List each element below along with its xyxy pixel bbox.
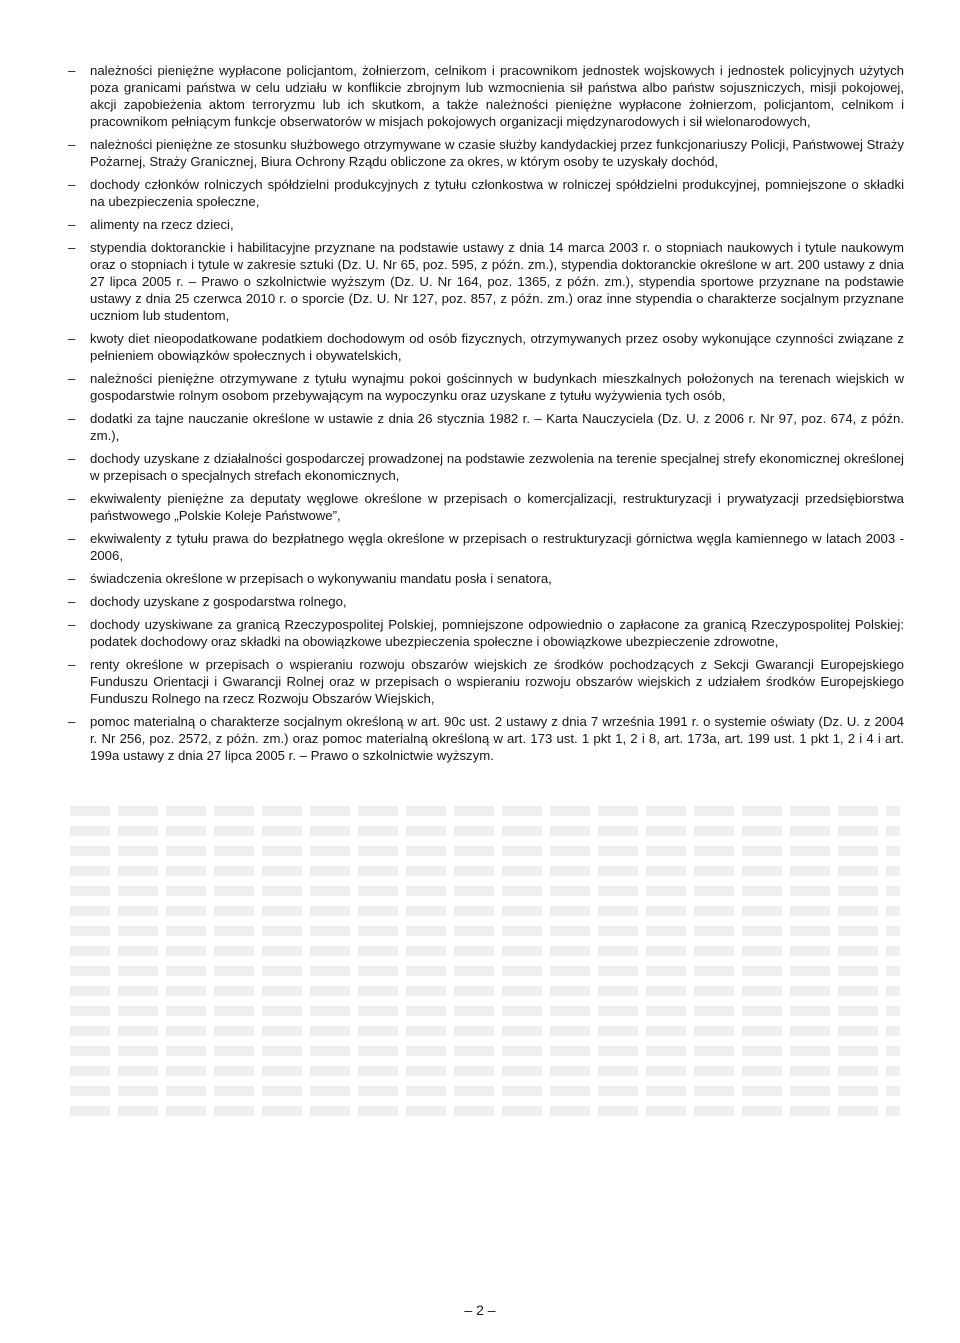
list-item-text: dodatki za tajne nauczanie określone w ustawie z dnia 26 stycznia 1982 r. – Karta Nauczyciela (Dz. U. z 2006 r. Nr 97, poz. 674, z późn. zm.), <box>90 411 904 443</box>
bleed-through-line <box>70 1026 900 1036</box>
list-item-text: ekwiwalenty pieniężne za deputaty węglowe określone w przepisach o komercjalizacji, restrukturyzacji i prywatyzacji przedsiębiorstwa państwowego „Polskie Koleje Państwowe”, <box>90 491 904 523</box>
list-dash: – <box>68 137 76 152</box>
list-dash: – <box>68 714 76 729</box>
list-dash: – <box>68 657 76 672</box>
list-dash: – <box>68 491 76 506</box>
list-item <box>68 330 904 364</box>
list-item <box>68 616 904 650</box>
list-dash: – <box>68 177 76 192</box>
bleed-through-line <box>70 906 900 916</box>
list-item-text: dochody uzyskane z gospodarstwa rolnego, <box>90 594 347 609</box>
list-item <box>68 176 904 210</box>
list-item-text: dochody uzyskiwane za granicą Rzeczypospolitej Polskiej, pomniejszone odpowiednio o zapłacone za granicą Rzeczypospolitej Polskiej: podatek dochodowy oraz składki na obowiązkowe ubezpieczenia społeczne i obowiązkowe ubezpieczenie zdrowotne, <box>90 617 904 649</box>
bleed-through-line <box>70 806 900 816</box>
list-item <box>68 136 904 170</box>
list-dash: – <box>68 594 76 609</box>
list-item-text: dochody członków rolniczych spółdzielni produkcyjnych z tytułu członkostwa w rolniczej spółdzielni produkcyjnej, pomniejszone o składki na ubezpieczenia społeczne, <box>90 177 904 209</box>
bleed-through-line <box>70 886 900 896</box>
list-dash: – <box>68 411 76 426</box>
bleed-through-line <box>70 846 900 856</box>
list-item <box>68 593 904 610</box>
list-item <box>68 410 904 444</box>
bleed-through-line <box>70 826 900 836</box>
bleed-through-line <box>70 866 900 876</box>
bleed-through-line <box>70 1106 900 1116</box>
list-item-text: dochody uzyskane z działalności gospodarczej prowadzonej na podstawie zezwolenia na terenie specjalnej strefy ekonomicznej określonej w przepisach o specjalnych strefach ekonomicznych, <box>90 451 904 483</box>
list-dash: – <box>68 240 76 255</box>
list-item-text: stypendia doktoranckie i habilitacyjne przyznane na podstawie ustawy z dnia 14 marca 2003 r. o stopniach naukowych i tytule naukowym oraz o stopniach i tytule w zakresie sztuki (Dz. U. Nr 65, poz. 595, z późn. zm.), stypendia doktoranckie określone w art. 200 ustawy z dnia 27 lipca 2005 r. – Prawo o szkolnictwie wyższym (Dz. U. Nr 164, poz. 1365, z późn. zm.), stypendia sportowe przyznane na podstawie ustawy z dnia 25 czerwca 2010 r. o sporcie (Dz. U. Nr 127, poz. 857, z późn. zm.) oraz inne stypendia o charakterze socjalnym przyznane uczniom lub studentom, <box>90 240 904 323</box>
list-item <box>68 216 904 233</box>
bleed-through-line <box>70 926 900 936</box>
bleed-through-line <box>70 1086 900 1096</box>
list-item-text: renty określone w przepisach o wspieraniu rozwoju obszarów wiejskich ze środków pochodzących z Sekcji Gwarancji Europejskiego Funduszu Orientacji i Gwarancji Rolnej oraz w przepisach o wspieraniu rozwoju obszarów wiejskich z udziałem środków Europejskiego Funduszu Rolnego na rzecz Rozwoju Obszarów Wiejskich, <box>90 657 904 706</box>
list-item <box>68 656 904 707</box>
income-items-list <box>68 62 904 770</box>
list-dash: – <box>68 451 76 466</box>
list-dash: – <box>68 617 76 632</box>
list-dash: – <box>68 371 76 386</box>
list-item <box>68 62 904 130</box>
list-item <box>68 450 904 484</box>
bleed-through-line <box>70 1066 900 1076</box>
list-dash: – <box>68 217 76 232</box>
list-item <box>68 713 904 764</box>
list-item-text: należności pieniężne otrzymywane z tytułu wynajmu pokoi gościnnych w budynkach mieszkalnych położonych na terenach wiejskich w gospodarstwie rolnym osobom przebywającym na wypoczynku oraz uzyskane z tytułu wyżywienia tych osób, <box>90 371 904 403</box>
list-dash: – <box>68 571 76 586</box>
list-item <box>68 530 904 564</box>
list-item <box>68 370 904 404</box>
list-item <box>68 490 904 524</box>
bleed-through-texture <box>70 800 900 1250</box>
list-item-text: należności pieniężne wypłacone policjantom, żołnierzom, celnikom i pracownikom jednostek wojskowych i jednostek policyjnych użytych poza granicami państwa w celu udziału w konflikcie zbrojnym lub wzmocnienia sił państwa albo państw sojuszniczych, misji pokojowej, akcji zapobieżenia aktom terroryzmu lub ich skutkom, a także należności pieniężne wypłacone żołnierzom, policjantom, celnikom i pracownikom pełniącym funkcje obserwatorów w misjach pokojowych organizacji międzynarodowych i sił wielonarodowych, <box>90 63 904 129</box>
list-item <box>68 239 904 324</box>
list-dash: – <box>68 331 76 346</box>
list-item <box>68 570 904 587</box>
bleed-through-line <box>70 986 900 996</box>
list-item-text: należności pieniężne ze stosunku służbowego otrzymywane w czasie służby kandydackiej przez funkcjonariuszy Policji, Państwowej Straży Pożarnej, Straży Granicznej, Biura Ochrony Rządu obliczone za okres, w którym osoby te uzyskały dochód, <box>90 137 904 169</box>
list-dash: – <box>68 531 76 546</box>
list-item-text: ekwiwalenty z tytułu prawa do bezpłatnego węgla określone w przepisach o restrukturyzacji górnictwa węgla kamiennego w latach 2003 - 2006, <box>90 531 904 563</box>
bleed-through-line <box>70 966 900 976</box>
page-number: – 2 – <box>464 1302 496 1318</box>
bleed-through-line <box>70 1046 900 1056</box>
list-item-text: świadczenia określone w przepisach o wykonywaniu mandatu posła i senatora, <box>90 571 552 586</box>
list-item-text: alimenty na rzecz dzieci, <box>90 217 234 232</box>
bleed-through-line <box>70 1006 900 1016</box>
list-dash: – <box>68 63 76 78</box>
bleed-through-line <box>70 946 900 956</box>
list-item-text: pomoc materialną o charakterze socjalnym określoną w art. 90c ust. 2 ustawy z dnia 7 września 1991 r. o systemie oświaty (Dz. U. z 2004 r. Nr 256, poz. 2572, z późn. zm.) oraz pomoc materialną określoną w art. 173 ust. 1 pkt 1, 2 i 8, art. 173a, art. 199 ust. 1 pkt 1, 2 i 4 i art. 199a ustawy z dnia 27 lipca 2005 r. – Prawo o szkolnictwie wyższym. <box>90 714 904 763</box>
list-item-text: kwoty diet nieopodatkowane podatkiem dochodowym od osób fizycznych, otrzymywanych przez osoby wykonujące czynności związane z pełnieniem obowiązków społecznych i obywatelskich, <box>90 331 904 363</box>
